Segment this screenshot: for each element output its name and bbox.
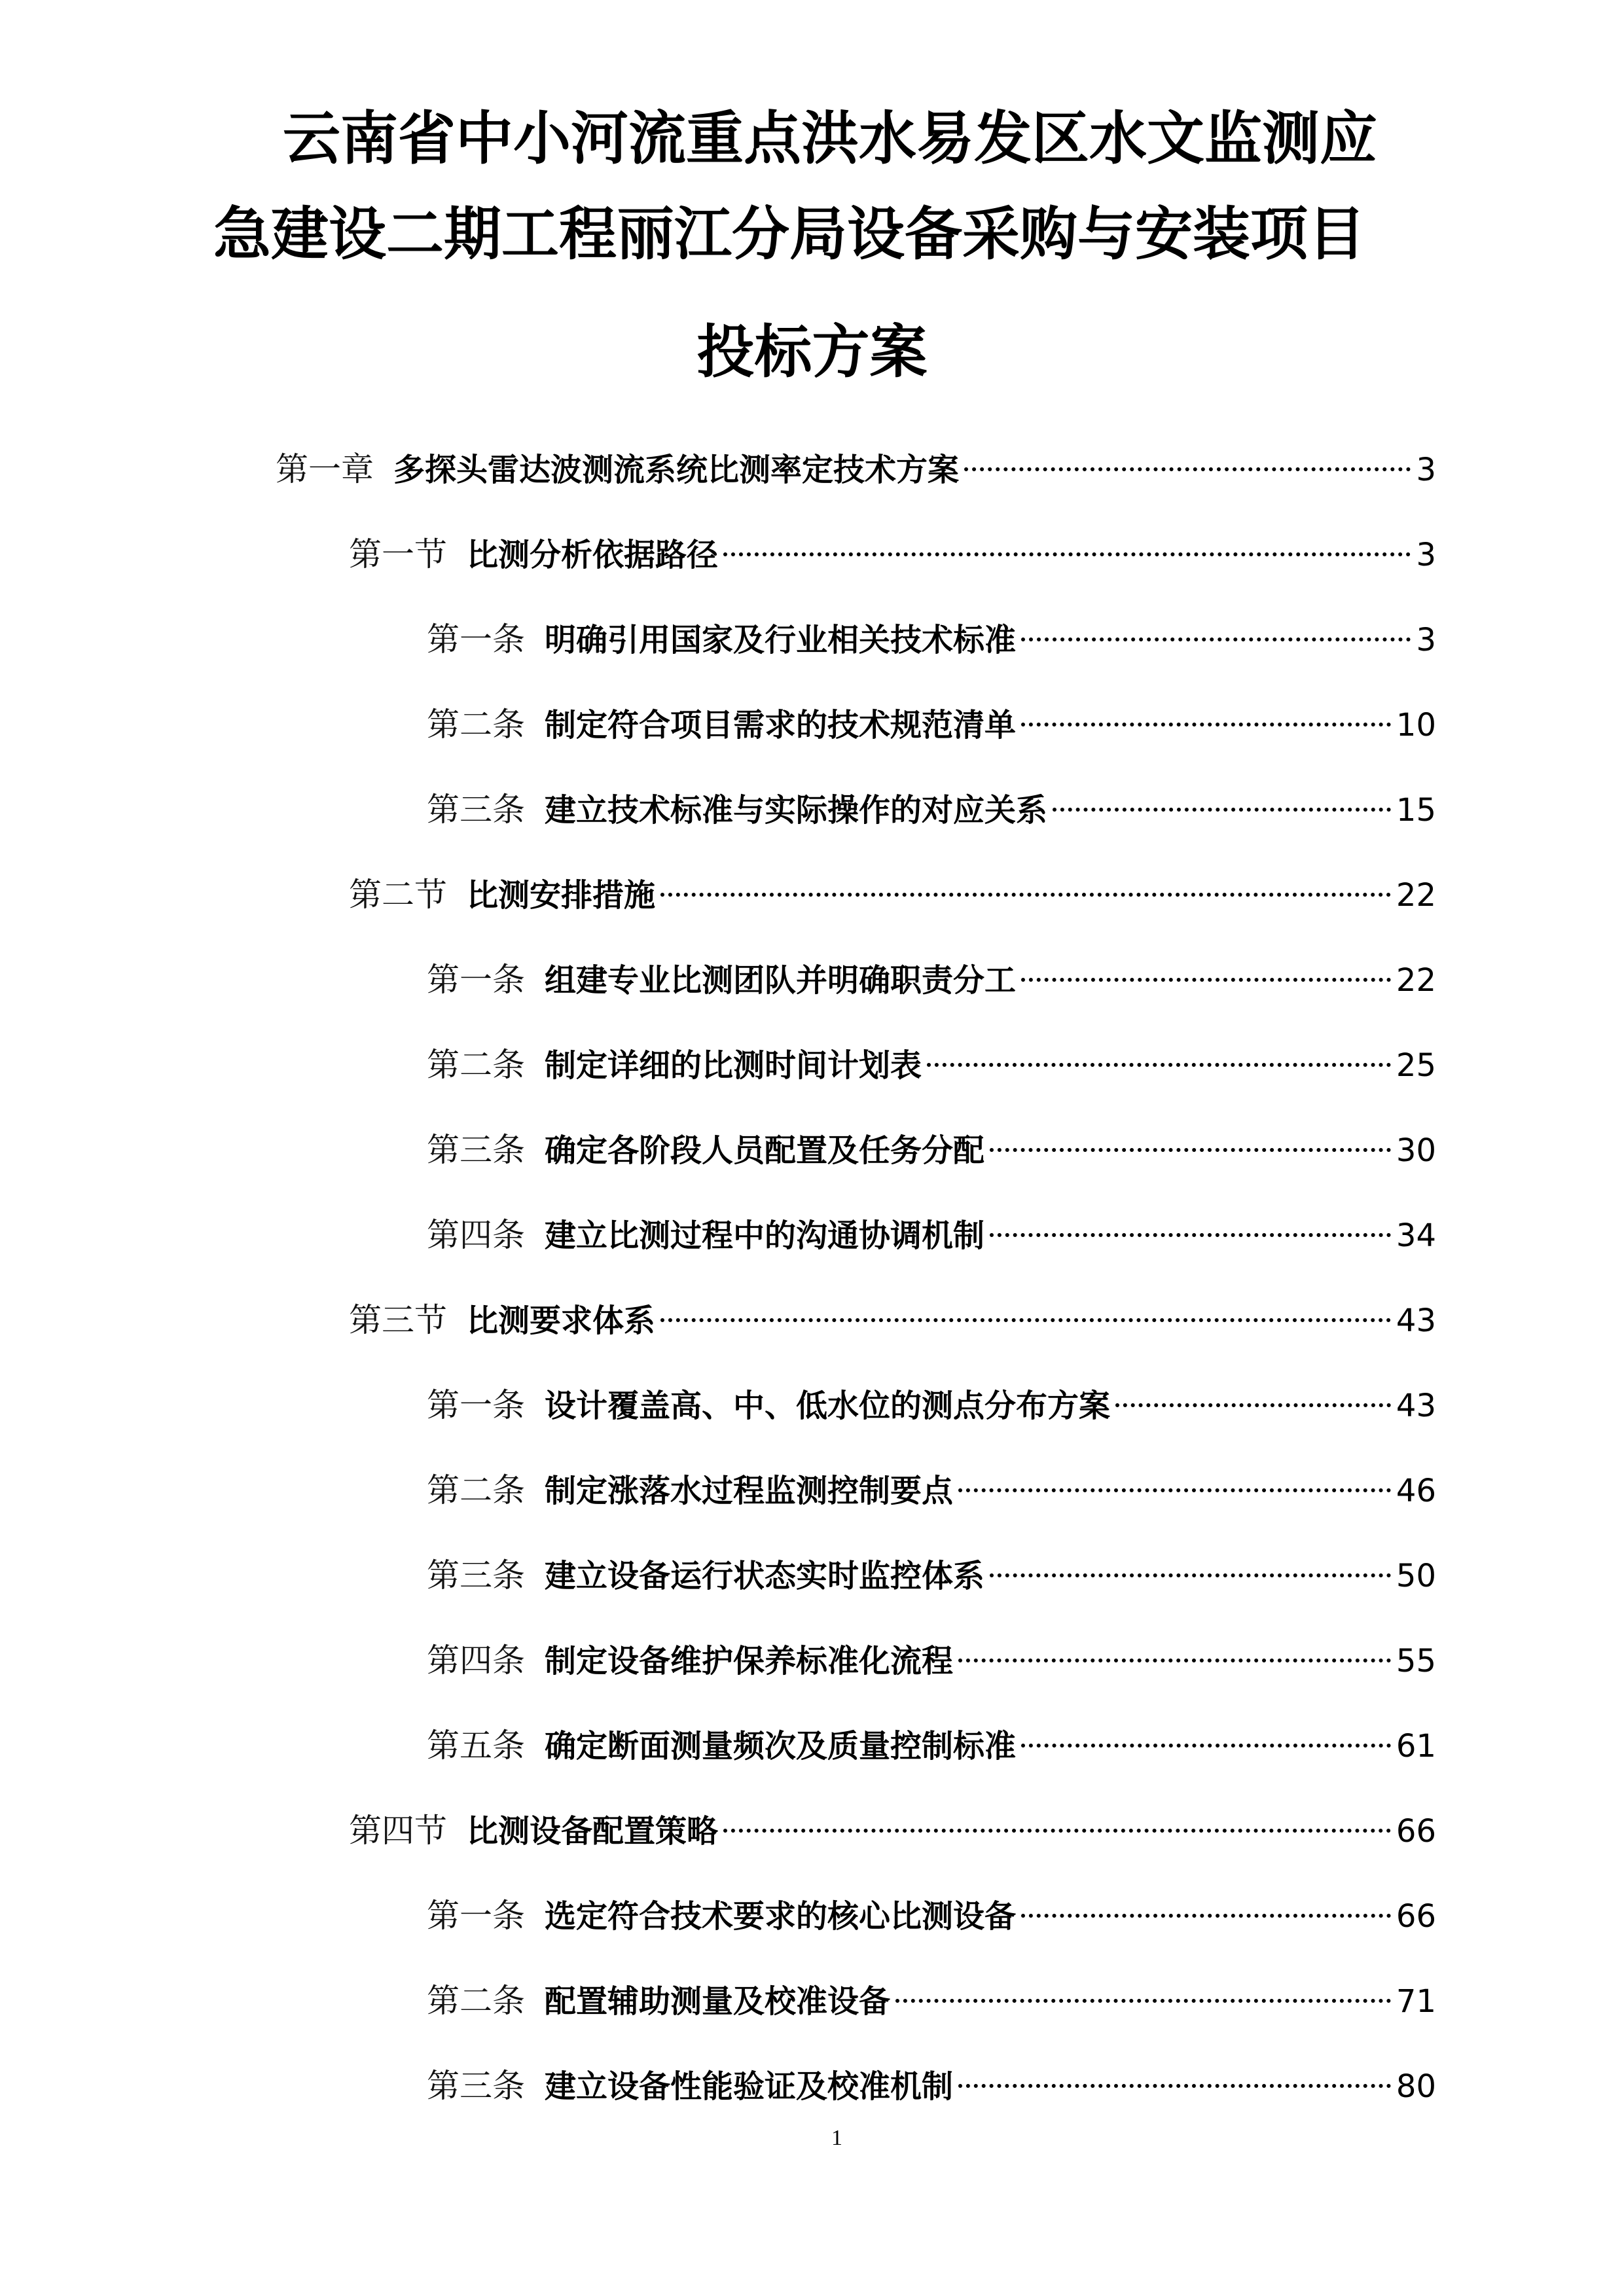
toc-entry-title: 制定符合项目需求的技术规范清单 [545,707,1017,744]
toc-entry-page: 3 [1416,452,1436,488]
toc-entry[interactable] [427,611,1436,658]
toc-entry-page: 22 [1396,877,1436,914]
toc-entry-label: 第二节 [349,876,447,914]
toc-dot-leader [1021,952,1391,991]
toc-dot-leader [1021,1888,1391,1927]
toc-dot-leader [1021,1717,1391,1757]
toc-entry[interactable] [427,1888,1436,1935]
toc-entry-label: 第四条 [427,1216,525,1254]
toc-entry[interactable] [276,441,1436,488]
toc-entry-label: 第三条 [427,2067,525,2105]
toc-entry-title: 明确引用国家及行业相关技术标准 [545,622,1017,658]
toc-entry-label: 第二条 [427,1046,525,1084]
toc-entry-page: 25 [1396,1047,1436,1084]
toc-entry[interactable] [427,1973,1436,2020]
toc-dot-leader [958,2058,1391,2097]
toc-dot-leader [723,1803,1391,1842]
toc-entry-label: 第三节 [349,1301,447,1339]
toc-entry-label: 第二条 [427,706,525,744]
toc-dot-leader [660,1292,1391,1331]
document-title-line-1: 云南省中小河流重点洪水易发区水文监测应 [283,105,1378,172]
toc-entry-title: 比测安排措施 [467,877,656,914]
toc-entry-label: 第四节 [349,1812,447,1850]
toc-dot-leader [990,1122,1391,1161]
toc-entry[interactable] [349,867,1436,914]
toc-entry-label: 第一条 [427,1897,525,1935]
toc-dot-leader [990,1547,1391,1587]
toc-dot-leader [1021,611,1411,651]
toc-entry-title: 建立设备运行状态实时监控体系 [545,1558,985,1594]
toc-dot-leader [958,1462,1391,1501]
toc-dot-leader [958,1632,1391,1672]
toc-dot-leader [990,1207,1391,1246]
toc-entry-page: 3 [1416,622,1436,658]
toc-entry-label: 第二条 [427,1471,525,1509]
toc-entry[interactable] [349,526,1436,573]
toc-entry-title: 确定各阶段人员配置及任务分配 [545,1132,985,1169]
toc-entry-page: 46 [1396,1473,1436,1509]
toc-dot-leader [927,1037,1391,1076]
toc-entry[interactable] [427,1207,1436,1254]
toc-entry-label: 第一条 [427,620,525,658]
toc-entry-title: 比测要求体系 [467,1302,656,1339]
toc-entry-title: 多探头雷达波测流系统比测率定技术方案 [393,452,960,488]
toc-entry-title: 建立技术标准与实际操作的对应关系 [545,792,1048,829]
toc-entry-page: 10 [1396,707,1436,744]
toc-entry-title: 制定涨落水过程监测控制要点 [545,1473,954,1509]
document-title-line-3: 投标方案 [696,318,928,386]
toc-entry[interactable] [427,1632,1436,1679]
toc-entry-page: 15 [1396,792,1436,829]
toc-dot-leader [1021,696,1391,736]
toc-entry-label: 第一条 [427,1386,525,1424]
toc-entry-page: 50 [1396,1558,1436,1594]
toc-entry-title: 比测设备配置策略 [467,1813,719,1850]
toc-entry-label: 第三条 [427,1556,525,1594]
toc-entry-page: 66 [1396,1813,1436,1850]
toc-entry-title: 比测分析依据路径 [467,537,719,573]
toc-entry-page: 43 [1396,1388,1436,1424]
toc-dot-leader [895,1973,1391,2012]
toc-entry-page: 3 [1416,537,1436,573]
toc-entry-label: 第一章 [276,450,374,488]
toc-entry-page: 66 [1396,1898,1436,1935]
toc-entry-label: 第三条 [427,791,525,829]
toc-entry-title: 制定详细的比测时间计划表 [545,1047,922,1084]
toc-dot-leader [1115,1377,1391,1416]
toc-dot-leader [660,867,1391,906]
toc-entry-label: 第一条 [427,961,525,999]
toc-entry-page: 61 [1396,1728,1436,1765]
toc-entry[interactable] [349,1803,1436,1850]
toc-entry[interactable] [427,1377,1436,1424]
toc-entry-title: 确定断面测量频次及质量控制标准 [545,1728,1017,1765]
toc-entry-label: 第二条 [427,1982,525,2020]
toc-entry-page: 34 [1396,1217,1436,1254]
toc-entry-page: 55 [1396,1643,1436,1679]
toc-entry[interactable] [427,1122,1436,1169]
toc-entry[interactable] [427,1462,1436,1509]
toc-entry-page: 71 [1396,1983,1436,2020]
toc-entry[interactable] [427,781,1436,829]
toc-entry-title: 设计覆盖高、中、低水位的测点分布方案 [545,1388,1111,1424]
toc-entry[interactable] [427,1037,1436,1084]
toc-entry-label: 第四条 [427,1641,525,1679]
toc-entry-page: 80 [1396,2068,1436,2105]
toc-entry-title: 组建专业比测团队并明确职责分工 [545,962,1017,999]
toc-entry-title: 制定设备维护保养标准化流程 [545,1643,954,1679]
toc-entry-page: 43 [1396,1302,1436,1339]
toc-entry-title: 建立比测过程中的沟通协调机制 [545,1217,985,1254]
toc-entry[interactable] [427,696,1436,744]
page-number: 1 [831,2126,842,2150]
toc-entry[interactable] [349,1292,1436,1339]
toc-entry-title: 选定符合技术要求的核心比测设备 [545,1898,1017,1935]
toc-entry-page: 22 [1396,962,1436,999]
toc-entry-label: 第三条 [427,1131,525,1169]
toc-entry-label: 第一节 [349,535,447,573]
document-title-line-2: 急建设二期工程丽江分局设备采购与安装项目 [213,200,1366,268]
toc-entry[interactable] [427,952,1436,999]
toc-entry[interactable] [427,1547,1436,1594]
toc-entry[interactable] [427,1717,1436,1765]
toc-dot-leader [964,441,1411,480]
toc-entry-title: 建立设备性能验证及校准机制 [545,2068,954,2105]
toc-entry[interactable] [427,2058,1436,2105]
toc-entry-label: 第五条 [427,1727,525,1765]
toc-dot-leader [1053,781,1391,821]
toc-entry-title: 配置辅助测量及校准设备 [545,1983,891,2020]
toc-entry-page: 30 [1396,1132,1436,1169]
toc-dot-leader [723,526,1411,565]
